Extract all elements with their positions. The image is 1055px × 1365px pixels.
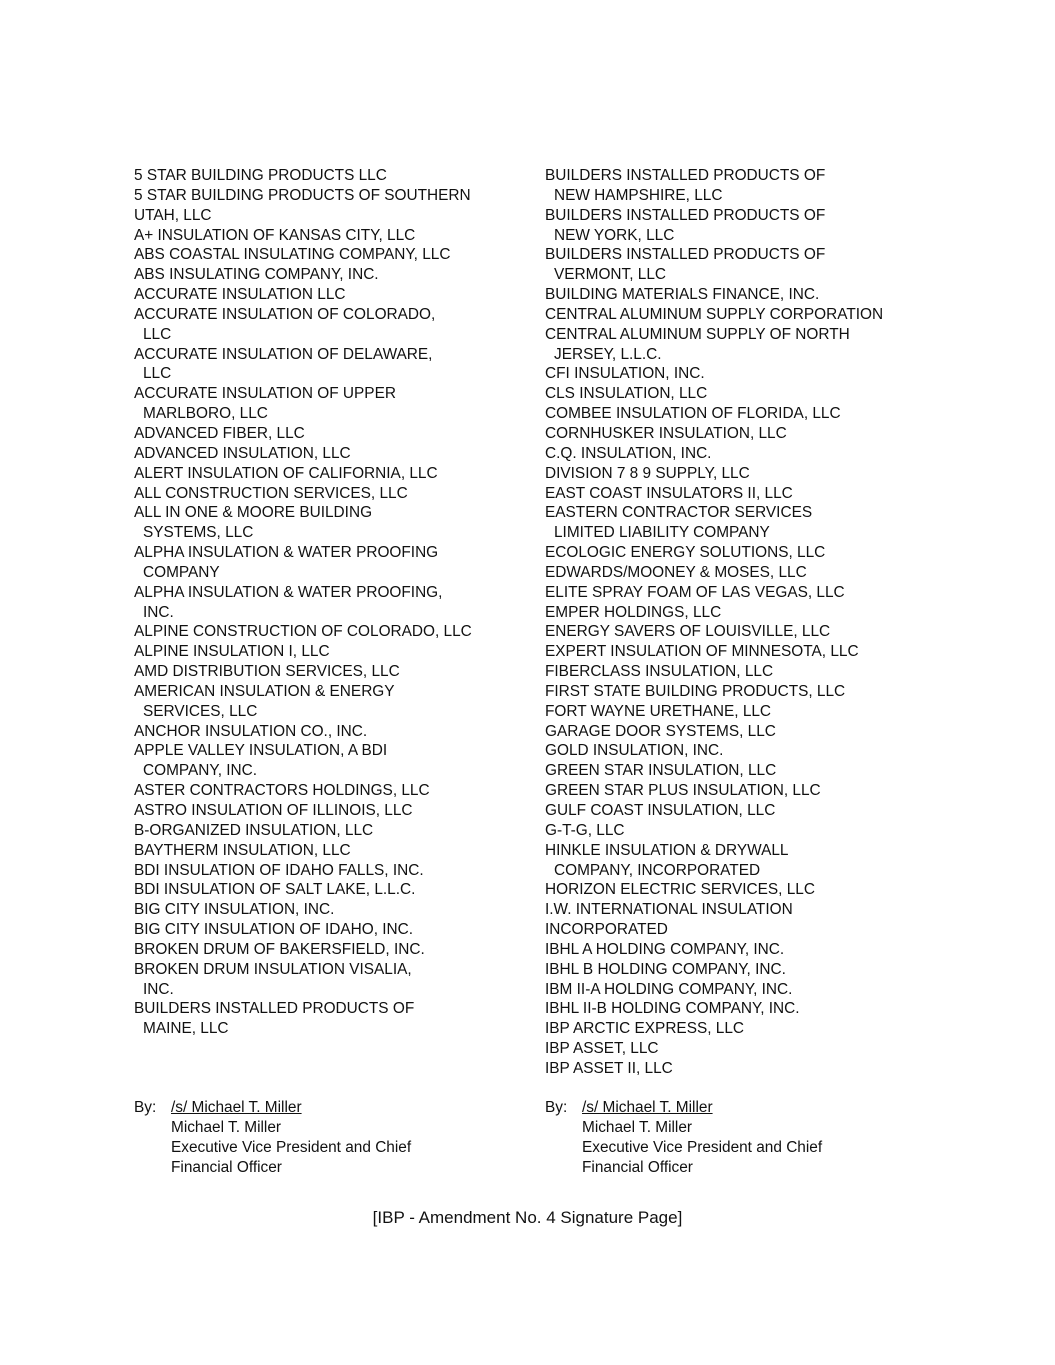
signature-line: /s/ Michael T. Miller: [582, 1099, 713, 1116]
entity-name-line: BUILDERS INSTALLED PRODUCTS OF: [545, 246, 826, 264]
entity-name-line: BAYTHERM INSULATION, LLC: [134, 841, 351, 859]
entity-name-line: ASTER CONTRACTORS HOLDINGS, LLC: [134, 782, 430, 800]
entity-name-line: ACCURATE INSULATION OF UPPER: [134, 385, 396, 403]
entity-name-line: FORT WAYNE URETHANE, LLC: [545, 702, 772, 720]
entity-item: [134, 444, 514, 464]
entity-item: [134, 642, 514, 662]
entity-name-line: CLS INSULATION, LLC: [545, 385, 708, 403]
entity-name-continuation: LLC: [143, 325, 172, 343]
entity-name-line: BROKEN DRUM OF BAKERSFIELD, INC.: [134, 940, 425, 958]
entity-name-line: EXPERT INSULATION OF MINNESOTA, LLC: [545, 643, 859, 661]
signer-name: Michael T. Miller: [171, 1118, 282, 1136]
entity-item: [545, 880, 945, 900]
entity-name-line: AMERICAN INSULATION & ENERGY: [134, 682, 395, 700]
entity-name-line: COMBEE INSULATION OF FLORIDA, LLC: [545, 405, 841, 423]
entity-name-line: ABS INSULATING COMPANY, INC.: [134, 266, 379, 284]
entity-name-line: EMPER HOLDINGS, LLC: [545, 603, 722, 621]
entity-item: [134, 384, 514, 424]
entity-item: [545, 444, 945, 464]
entity-name-line: ALPHA INSULATION & WATER PROOFING: [134, 544, 439, 562]
entity-name-line: IBM II-A HOLDING COMPANY, INC.: [545, 980, 793, 998]
entity-name-continuation: LIMITED LIABILITY COMPANY: [554, 524, 770, 542]
entity-name-line: CFI INSULATION, INC.: [545, 365, 705, 383]
entity-name-line: B-ORGANIZED INSULATION, LLC: [134, 821, 374, 839]
entity-item: [134, 999, 514, 1039]
entity-name-continuation: LLC: [143, 365, 172, 383]
entity-name-line: 5 STAR BUILDING PRODUCTS OF SOUTHERN: [134, 186, 471, 204]
entity-name-line: ACCURATE INSULATION OF COLORADO,: [134, 305, 436, 323]
entity-item: [134, 622, 514, 642]
entity-name-line: C.Q. INSULATION, INC.: [545, 444, 712, 462]
entity-item: [134, 245, 514, 265]
entity-item: [545, 662, 945, 682]
entity-name-line: BUILDERS INSTALLED PRODUCTS OF: [134, 1000, 415, 1018]
entity-name-continuation: INC.: [143, 980, 174, 998]
entity-name-line: INCORPORATED: [545, 921, 668, 939]
entity-item: [545, 702, 945, 722]
entity-item: [134, 285, 514, 305]
entity-name-line: DIVISION 7 8 9 SUPPLY, LLC: [545, 464, 750, 482]
entity-name-line: IBHL II-B HOLDING COMPANY, INC.: [545, 1000, 800, 1018]
entity-name-line: EDWARDS/MOONEY & MOSES, LLC: [545, 563, 807, 581]
entity-item: [134, 781, 514, 801]
entity-item: [134, 583, 514, 623]
entity-name-continuation: NEW YORK, LLC: [554, 226, 675, 244]
entity-item: [545, 424, 945, 444]
entity-item: [545, 920, 945, 940]
entity-name-line: ECOLOGIC ENERGY SOLUTIONS, LLC: [545, 544, 826, 562]
entity-item: [134, 960, 514, 1000]
entity-item: [134, 741, 514, 781]
entity-item: [545, 563, 945, 583]
entity-name-line: IBP ASSET II, LLC: [545, 1059, 673, 1077]
signer-title-line2: Financial Officer: [582, 1158, 693, 1176]
entity-item: [545, 722, 945, 742]
entity-item: [545, 841, 945, 881]
entity-name-continuation: MAINE, LLC: [143, 1020, 229, 1038]
entity-name-line: BROKEN DRUM INSULATION VISALIA,: [134, 960, 412, 978]
entity-item: [134, 226, 514, 246]
entity-name-line: HINKLE INSULATION & DRYWALL: [545, 841, 789, 859]
by-label: By:: [134, 1099, 157, 1116]
entity-item: [545, 980, 945, 1000]
entity-name-line: ANCHOR INSULATION CO., INC.: [134, 722, 368, 740]
entity-name-line: ABS COASTAL INSULATING COMPANY, LLC: [134, 246, 451, 264]
entity-name-continuation: NEW HAMPSHIRE, LLC: [554, 186, 723, 204]
signer-title-line1: Executive Vice President and Chief: [582, 1138, 823, 1156]
entity-name-line: BUILDERS INSTALLED PRODUCTS OF: [545, 167, 826, 184]
entity-item: [134, 880, 514, 900]
entity-item: [545, 622, 945, 642]
entity-item: [134, 682, 514, 722]
entity-name-line: ASTRO INSULATION OF ILLINOIS, LLC: [134, 802, 413, 819]
entity-item: [134, 821, 514, 841]
entity-name-line: CENTRAL ALUMINUM SUPPLY OF NORTH: [545, 325, 850, 343]
entity-item: [545, 583, 945, 603]
entity-name-continuation: COMPANY: [143, 563, 220, 581]
signer-title-line1: Executive Vice President and Chief: [171, 1138, 412, 1156]
entity-item: [134, 900, 514, 920]
entity-name-continuation: JERSEY, L.L.C.: [554, 345, 662, 363]
entity-item: [134, 186, 514, 226]
entity-item: [545, 801, 945, 821]
entity-item: [134, 920, 514, 940]
entity-name-continuation: SERVICES, LLC: [143, 702, 258, 720]
entity-name-continuation: SYSTEMS, LLC: [143, 524, 254, 542]
entity-item: [134, 464, 514, 484]
entity-item: [545, 464, 945, 484]
entity-name-line: IBHL A HOLDING COMPANY, INC.: [545, 940, 785, 958]
by-label: By:: [545, 1099, 568, 1116]
entity-name-continuation: VERMONT, LLC: [554, 266, 667, 284]
entity-name-line: GOLD INSULATION, INC.: [545, 742, 724, 760]
entity-item: [134, 424, 514, 444]
entity-name-line: A+ INSULATION OF KANSAS CITY, LLC: [134, 226, 416, 244]
entity-item: [134, 940, 514, 960]
entity-name-line: BIG CITY INSULATION OF IDAHO, INC.: [134, 921, 414, 939]
entity-item: [545, 325, 945, 365]
entity-name-line: GULF COAST INSULATION, LLC: [545, 802, 776, 819]
entity-name-line: BUILDING MATERIALS FINANCE, INC.: [545, 286, 820, 304]
signer-name: Michael T. Miller: [582, 1118, 693, 1136]
entity-name-line: IBP ARCTIC EXPRESS, LLC: [545, 1020, 745, 1038]
entity-item: [545, 404, 945, 424]
entity-item: [545, 206, 945, 246]
entity-item: [134, 265, 514, 285]
entity-item: [545, 484, 945, 504]
entity-item: [134, 503, 514, 543]
entity-list-right: [545, 166, 945, 1079]
entity-item: [545, 503, 945, 543]
entity-name-continuation: INC.: [143, 603, 174, 621]
entity-name-line: BDI INSULATION OF IDAHO FALLS, INC.: [134, 861, 424, 879]
entity-item: [134, 166, 514, 186]
entity-item: [545, 999, 945, 1019]
entity-name-line: ACCURATE INSULATION LLC: [134, 286, 346, 304]
entity-item: [134, 722, 514, 742]
entity-item: [545, 960, 945, 980]
entity-item: [134, 801, 514, 821]
entity-name-continuation: COMPANY, INCORPORATED: [554, 861, 761, 879]
entity-name-line: BIG CITY INSULATION, INC.: [134, 901, 335, 919]
entity-name-line: CENTRAL ALUMINUM SUPPLY CORPORATION: [545, 305, 884, 323]
entity-item: [545, 940, 945, 960]
page-footer: [IBP - Amendment No. 4 Signature Page]: [372, 1208, 683, 1227]
entity-name-line: EAST COAST INSULATORS II, LLC: [545, 484, 793, 502]
entity-list-left: [134, 166, 514, 1039]
entity-item: [545, 245, 945, 285]
entity-name-continuation: COMPANY, INC.: [143, 762, 258, 780]
entity-item: [545, 1039, 945, 1059]
entity-name-line: ALPINE CONSTRUCTION OF COLORADO, LLC: [134, 623, 472, 641]
entity-name-line: ELITE SPRAY FOAM OF LAS VEGAS, LLC: [545, 583, 845, 601]
entity-item: [134, 861, 514, 881]
entity-name-continuation: MARLBORO, LLC: [143, 405, 268, 423]
entity-name-line: GREEN STAR PLUS INSULATION, LLC: [545, 782, 821, 800]
entity-name-continuation: UTAH, LLC: [134, 206, 212, 224]
entity-item: [134, 305, 514, 345]
entity-item: [134, 484, 514, 504]
entity-item: [545, 821, 945, 841]
entity-name-line: ALERT INSULATION OF CALIFORNIA, LLC: [134, 464, 438, 482]
entity-name-line: HORIZON ELECTRIC SERVICES, LLC: [545, 881, 815, 899]
entity-item: [545, 364, 945, 384]
entity-item: [545, 603, 945, 623]
entity-item: [545, 682, 945, 702]
entity-item: [545, 741, 945, 761]
entity-item: [545, 642, 945, 662]
entity-item: [545, 1019, 945, 1039]
entity-item: [545, 166, 945, 206]
entity-item: [545, 543, 945, 563]
entity-item: [134, 543, 514, 583]
entity-item: [545, 285, 945, 305]
entity-name-line: ALL IN ONE & MOORE BUILDING: [134, 504, 373, 522]
entity-name-line: ENERGY SAVERS OF LOUISVILLE, LLC: [545, 623, 831, 641]
signer-title-line2: Financial Officer: [171, 1158, 282, 1176]
entity-name-line: ALL CONSTRUCTION SERVICES, LLC: [134, 484, 408, 502]
entity-name-line: ALPINE INSULATION I, LLC: [134, 643, 330, 661]
entity-name-line: ADVANCED INSULATION, LLC: [134, 444, 351, 462]
entity-name-line: I.W. INTERNATIONAL INSULATION: [545, 901, 793, 919]
entity-name-line: ADVANCED FIBER, LLC: [134, 424, 305, 442]
entity-name-line: BDI INSULATION OF SALT LAKE, L.L.C.: [134, 881, 416, 899]
entity-name-line: EASTERN CONTRACTOR SERVICES: [545, 504, 813, 522]
entity-name-line: IBP ASSET, LLC: [545, 1040, 659, 1058]
entity-name-line: 5 STAR BUILDING PRODUCTS LLC: [134, 167, 387, 184]
entity-name-line: AMD DISTRIBUTION SERVICES, LLC: [134, 663, 400, 681]
entity-name-line: APPLE VALLEY INSULATION, A BDI: [134, 742, 388, 760]
entity-name-line: FIBERCLASS INSULATION, LLC: [545, 663, 774, 681]
entity-item: [545, 1059, 945, 1079]
entity-item: [134, 345, 514, 385]
entity-name-line: GARAGE DOOR SYSTEMS, LLC: [545, 722, 776, 740]
entity-item: [545, 781, 945, 801]
entity-name-line: FIRST STATE BUILDING PRODUCTS, LLC: [545, 682, 846, 700]
entity-item: [545, 305, 945, 325]
entity-name-line: GREEN STAR INSULATION, LLC: [545, 762, 777, 780]
entity-item: [545, 900, 945, 920]
entity-item: [545, 761, 945, 781]
entity-item: [134, 841, 514, 861]
entity-name-line: G-T-G, LLC: [545, 821, 625, 839]
entity-name-line: CORNHUSKER INSULATION, LLC: [545, 424, 787, 442]
entity-name-line: ACCURATE INSULATION OF DELAWARE,: [134, 345, 433, 363]
signature-line: /s/ Michael T. Miller: [171, 1099, 302, 1116]
entity-name-line: IBHL B HOLDING COMPANY, INC.: [545, 960, 786, 978]
entity-name-line: ALPHA INSULATION & WATER PROOFING,: [134, 583, 443, 601]
entity-item: [134, 662, 514, 682]
entity-name-line: BUILDERS INSTALLED PRODUCTS OF: [545, 206, 826, 224]
entity-item: [545, 384, 945, 404]
